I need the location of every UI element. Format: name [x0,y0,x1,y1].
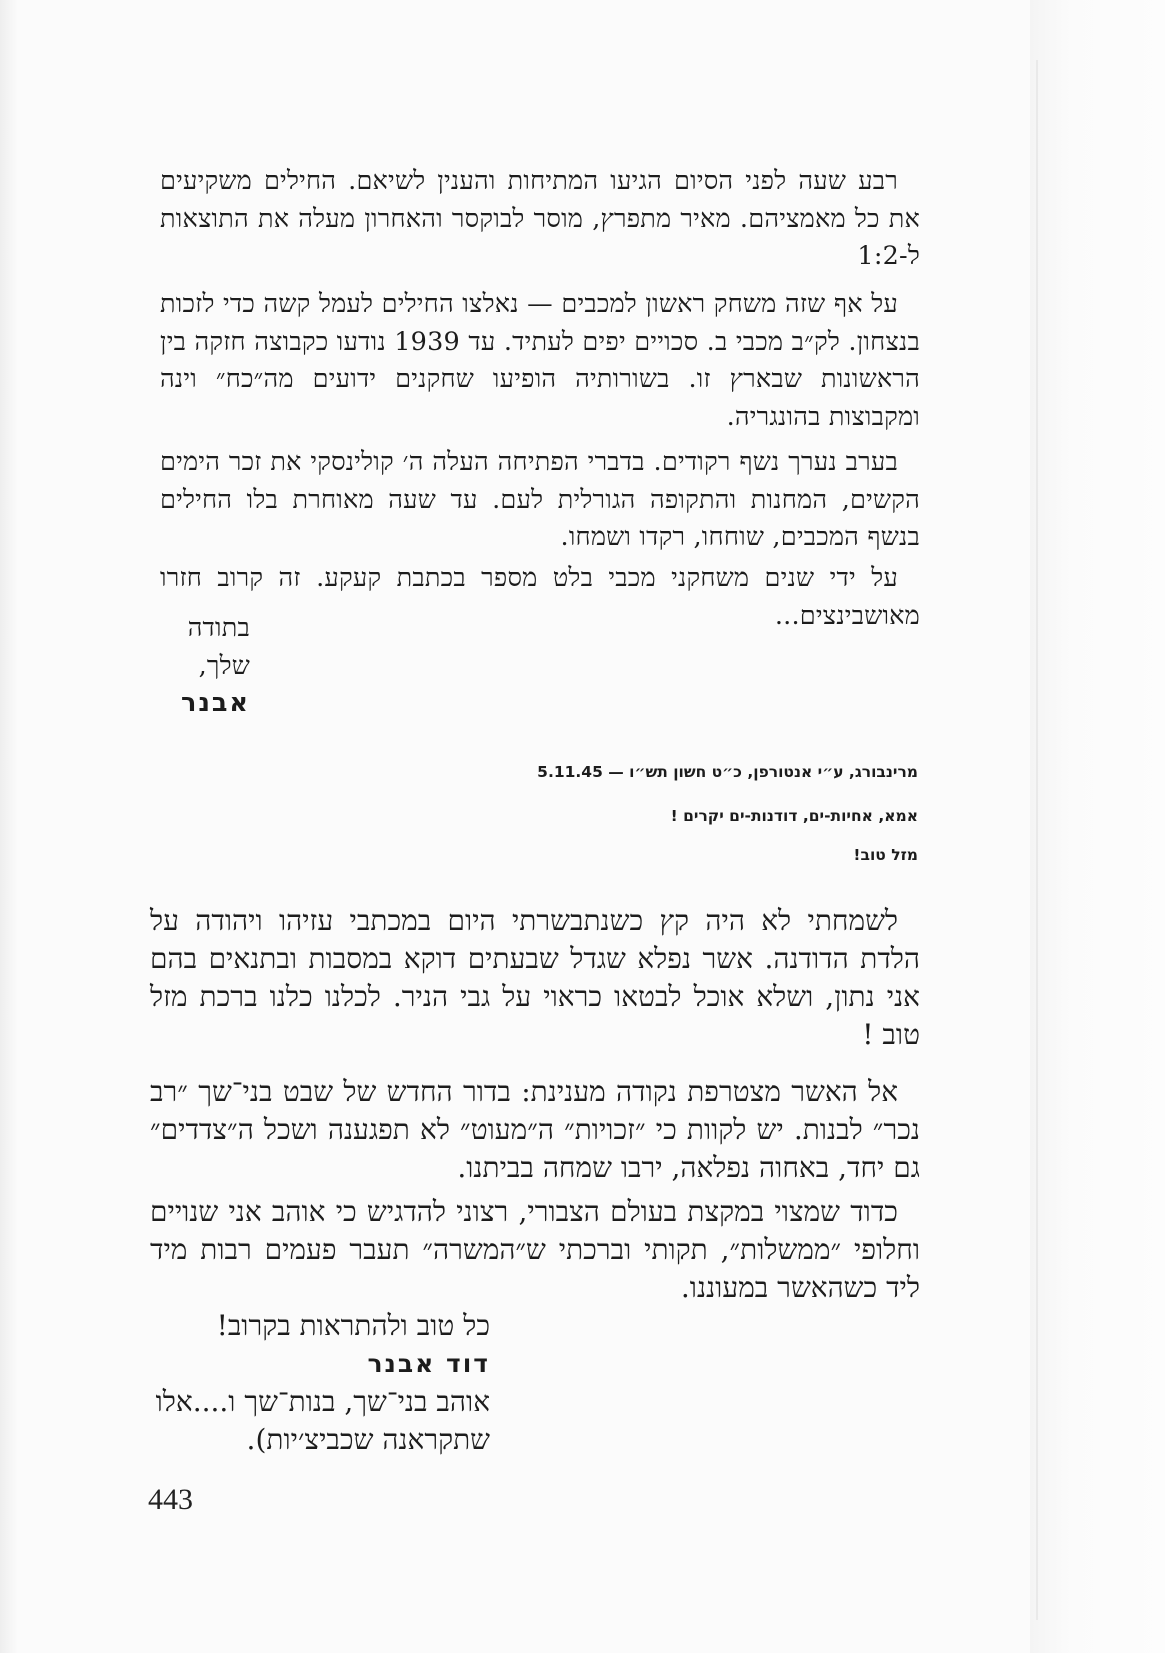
letter2-paragraph-1: לשמחתי לא היה קץ כשנתבשרתי היום במכתבי עזיהו ויהודה על הלדת הדודנה. אשר נפלא שגדל שבעתים דוקא במסבות ובתנאים בהם אני נתון, ושלא אוכל לבטאו כראוי על גבי הניר. לכלנו כלנו ברכת מזל טוב ! [150,904,920,1051]
letter1-closing [160,610,250,723]
letter1-paragraph-2: על אף שזה משחק ראשון למכבים — נאלצו החילים לעמל קשה כדי לזכות בנצחון. לק״ב מכבי ב. סכויים יפים לעתיד. עד 1939 נודעו כקבוצה חזקה בין הראשונות שבארץ זו. בשורותיה הופיעו שחקנים ידועים מה״כח״ וינה ומקבוצות בהונגריה. [160,289,920,432]
letter1-paragraph-1: רבע שעה לפני הסיום הגיעו המתיחות והענין לשיאם. החילים משקיעים את כל מאמציהם. מאיר מתפרץ, מוסר לבוקסר והאחרון מעלה את התוצאות ל-1:2 [160,166,920,271]
letter2-header: מרינבורג, ע״י אנטורפן, כ״ט חשון תש״ו — 5.11.45 [537,763,918,781]
letter1-paragraph-3: בערב נערך נשף רקודים. בדברי הפתיחה העלה ה׳ קולינסקי את זכר הימים הקשים, המחנות והתקופה הגורלית לעם. עד שעה מאוחרת בלו החילים בנשף המכבים, שוחחו, רקדו ושמחו. [160,447,920,552]
letter1-paragraph-4: על ידי שנים משחקני מכבי בלט מספר בכתבת קעקע. זה קרוב חזרו מאושבינצים... [160,563,920,631]
closing-thanks: בתודה [187,613,250,643]
letter2-closing [150,1307,490,1459]
letter2-paragraph-3: כדוד שמצוי במקצת בעולם הצבורי, רצוני להדגיש כי אוהב אני שנויים וחלופי ״ממשלות״, תקותי וברכתי ש״המשרה״ תעבר פעמים רבות מיד ליד כשהאשר במעוננו. [150,1195,920,1304]
letter2-paragraph-2: אל האשר מצטרפת נקודה מענינת: בדור החדש של שבט בני־שך ״רב נכר״ לבנות. יש לקוות כי ״זכויות״ ה״מעוט״ לא תפגענה ושכל ה״צדדים״ גם יחד, באחוה נפלאה, ירבו שמחה בביתנו. [150,1075,920,1184]
binding-line [1036,60,1038,1620]
postscript-line-1: אוהב בני־שך, בנות־שך ו....אלו [155,1385,490,1418]
letter1-signature: אבנר [180,688,250,718]
letter2-mazal: מזל טוב! [853,846,918,864]
page-left-shadow [0,0,18,1653]
letter2-greeting: אמא, אחיות-ים, דודנות-ים יקרים ! [670,807,918,825]
closing-yours: שלך, [198,650,250,681]
postscript-line-2: שתקראנה שכביצ׳יות). [246,1423,490,1456]
closing-all-the-best: כל טוב ולהתראות בקרוב! [216,1309,490,1342]
letter2-signature: דוד אבנר [367,1349,490,1378]
page-binding-edge [1030,0,1165,1653]
page-number: 443 [148,1483,193,1516]
